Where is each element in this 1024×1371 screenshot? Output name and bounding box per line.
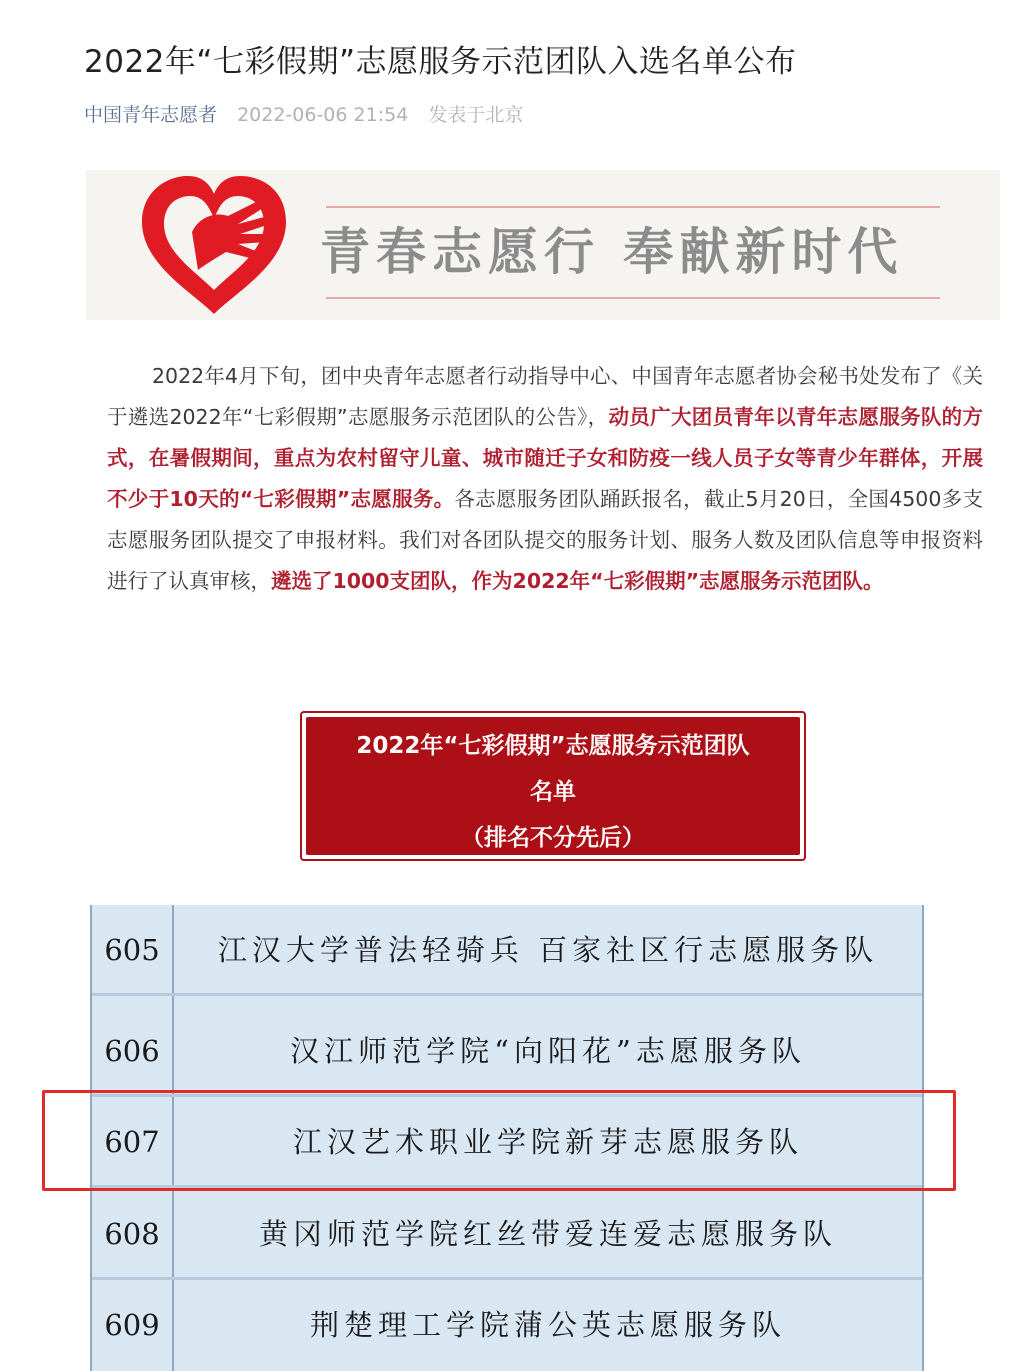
list-title-line2: 名单 (530, 779, 576, 805)
publish-date: 2022-06-06 21:54 (237, 104, 409, 126)
list-title-box (300, 711, 806, 861)
table-row (92, 905, 922, 996)
table-row (92, 1006, 922, 1097)
table-row (92, 1280, 922, 1371)
row-number: 606 (104, 1034, 160, 1068)
list-title-line3: （排名不分先后） (461, 825, 645, 851)
team-name: 荆楚理工学院蒲公英志愿服务队 (309, 1308, 786, 1342)
team-name: 黄冈师范学院红丝带爱连爱志愿服务队 (258, 1217, 837, 1251)
publish-location: 发表于北京 (428, 104, 524, 126)
article-title: 2022年“七彩假期”志愿服务示范团队入选名单公布 (84, 44, 797, 80)
volunteer-heart-hand-logo-icon (134, 172, 294, 320)
intro-paragraph (107, 356, 983, 602)
intro-text-2: 各志愿服务团队踊跃报名，截止5月20日，全国4500多支志愿服务团队提交了申报材料。我们对各团队提交的服务计划、服务人数及团队信息等申报资料进行了认真审核， (107, 487, 983, 593)
banner-top-rule (326, 206, 940, 208)
intro-highlight-1: 动员广大团员青年以青年志愿服务队的方式，在暑假期间，重点为农村留守儿童、城市随迁子女和防疫一线人员子女等青少年群体，开展不少于10天的“七彩假期”志愿服务。 (107, 405, 983, 511)
intro-text-1: 2022年4月下旬，团中央青年志愿者行动指导中心、中国青年志愿者协会秘书处发布了《关于遴选2022年“七彩假期”志愿服务示范团队的公告》， (107, 364, 983, 429)
table-row (92, 1189, 922, 1280)
slogan-banner (86, 170, 1000, 320)
team-name: 江汉艺术职业学院新芽志愿服务队 (292, 1125, 803, 1159)
account-name-link[interactable]: 中国青年志愿者 (84, 104, 218, 126)
row-number: 607 (104, 1125, 160, 1159)
team-name: 汉江师范学院“向阳花”志愿服务队 (290, 1034, 806, 1068)
highlight-box-row-607 (42, 1090, 956, 1191)
row-number: 608 (104, 1217, 160, 1251)
banner-slogan: 青春志愿行 奉献新时代 (320, 222, 904, 281)
row-number: 609 (104, 1308, 160, 1342)
banner-bottom-rule (326, 297, 940, 299)
intro-highlight-2: 遴选了1000支团队，作为2022年“七彩假期”志愿服务示范团队。 (271, 569, 884, 593)
team-name: 江汉大学普法轻骑兵 百家社区行志愿服务队 (217, 933, 879, 967)
article-meta (84, 100, 537, 130)
row-number: 605 (104, 933, 160, 967)
list-title-line1: 2022年“七彩假期”志愿服务示范团队 (356, 733, 750, 759)
